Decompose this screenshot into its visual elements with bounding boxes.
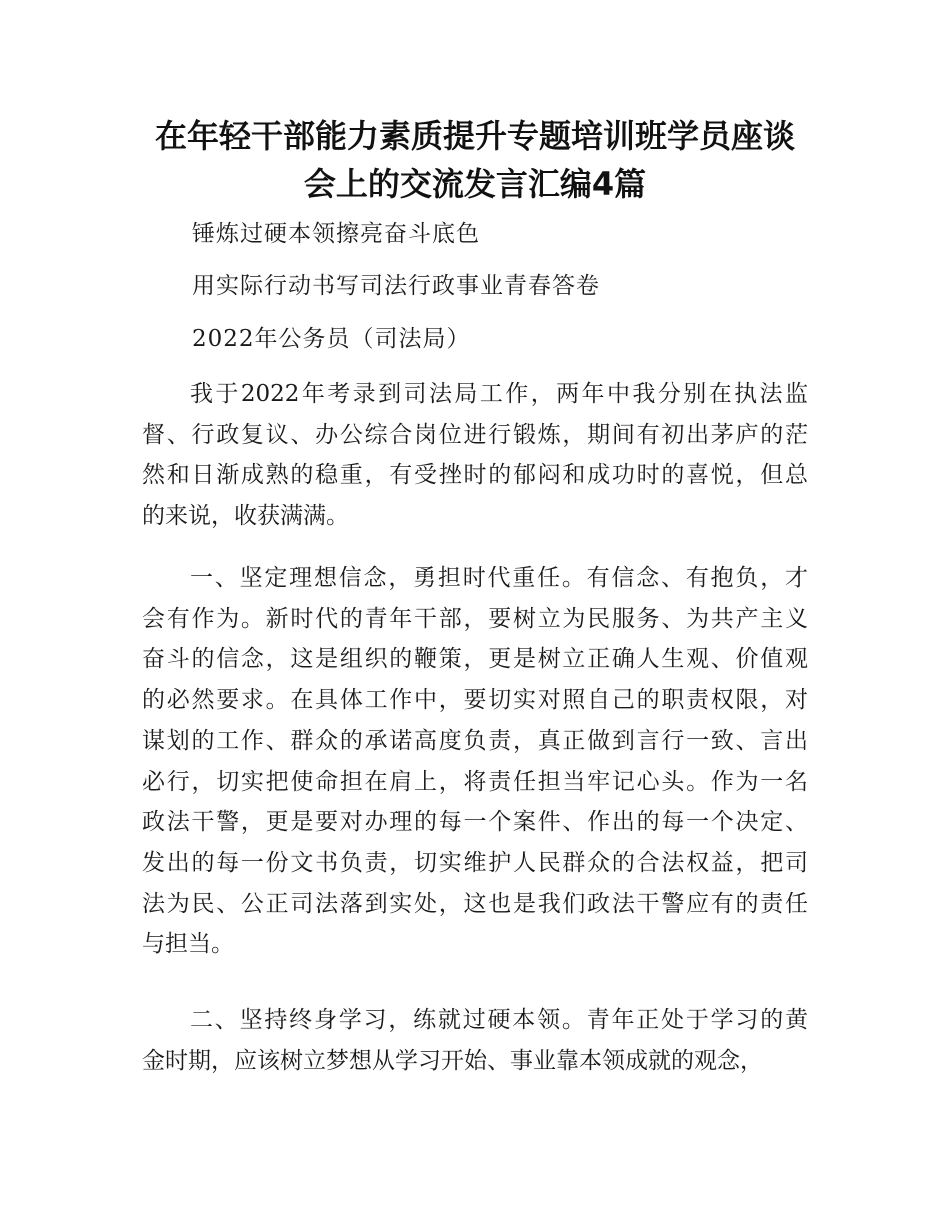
paragraph-line: 发出的每一份文书负责，切实维护人民群众的合法权益，把司 — [142, 849, 808, 876]
paragraph-3 — [142, 1000, 808, 1081]
paragraph-line: 法为民、公正司法落到实处，这也是我们政法干警应有的责任 — [142, 890, 808, 917]
paragraph-line: 督、行政复议、办公综合岗位进行锻炼，期间有初出茅庐的茫 — [142, 421, 808, 448]
paragraph-2 — [142, 558, 808, 965]
paragraph-line: 谋划的工作、群众的承诺高度负责，真正做到言行一致、言出 — [142, 727, 808, 754]
paragraph-line: 二、坚持终身学习，练就过硬本领。青年正处于学习的黄 — [190, 1007, 808, 1033]
paragraph-line: 的必然要求。在具体工作中，要切实对照自己的职责权限，对 — [142, 687, 808, 714]
paragraph-line: 一、坚定理想信念，勇担时代重任。有信念、有抱负，才 — [190, 565, 808, 591]
paragraph-line: 与担当。 — [142, 931, 234, 958]
subtitle-1: 锤炼过硬本领擦亮奋斗底色 — [192, 221, 480, 247]
paragraph-line: 的来说，收获满满。 — [142, 503, 349, 530]
paragraph-line: 必行，切实把使命担在肩上，将责任担当牢记心头。作为一名 — [142, 768, 808, 795]
title-line-1: 在年轻干部能力素质提升专题培训班学员座谈 — [154, 117, 795, 155]
document-title — [130, 112, 820, 208]
paragraph-line: 政法干警，更是要对办理的每一个案件、作出的每一个决定、 — [142, 809, 808, 836]
paragraph-1 — [142, 374, 808, 537]
paragraph-line: 奋斗的信念，这是组织的鞭策，更是树立正确人生观、价值观 — [142, 646, 808, 673]
paragraph-line: 然和日渐成熟的稳重，有受挫时的郁闷和成功时的喜悦，但总 — [142, 462, 808, 489]
paragraph-line: 我于2022年考录到司法局工作，两年中我分别在执法监 — [190, 381, 808, 407]
paragraph-line: 金时期，应该树立梦想从学习开始、事业靠本领成就的观念， — [142, 1047, 763, 1074]
paragraph-line: 会有作为。新时代的青年干部，要树立为民服务、为共产主义 — [142, 605, 808, 632]
author-line: 2022年公务员（司法局） — [192, 326, 471, 352]
subtitle-2: 用实际行动书写司法行政事业青春答卷 — [192, 273, 600, 299]
title-line-2: 会上的交流发言汇编4篇 — [303, 165, 647, 203]
